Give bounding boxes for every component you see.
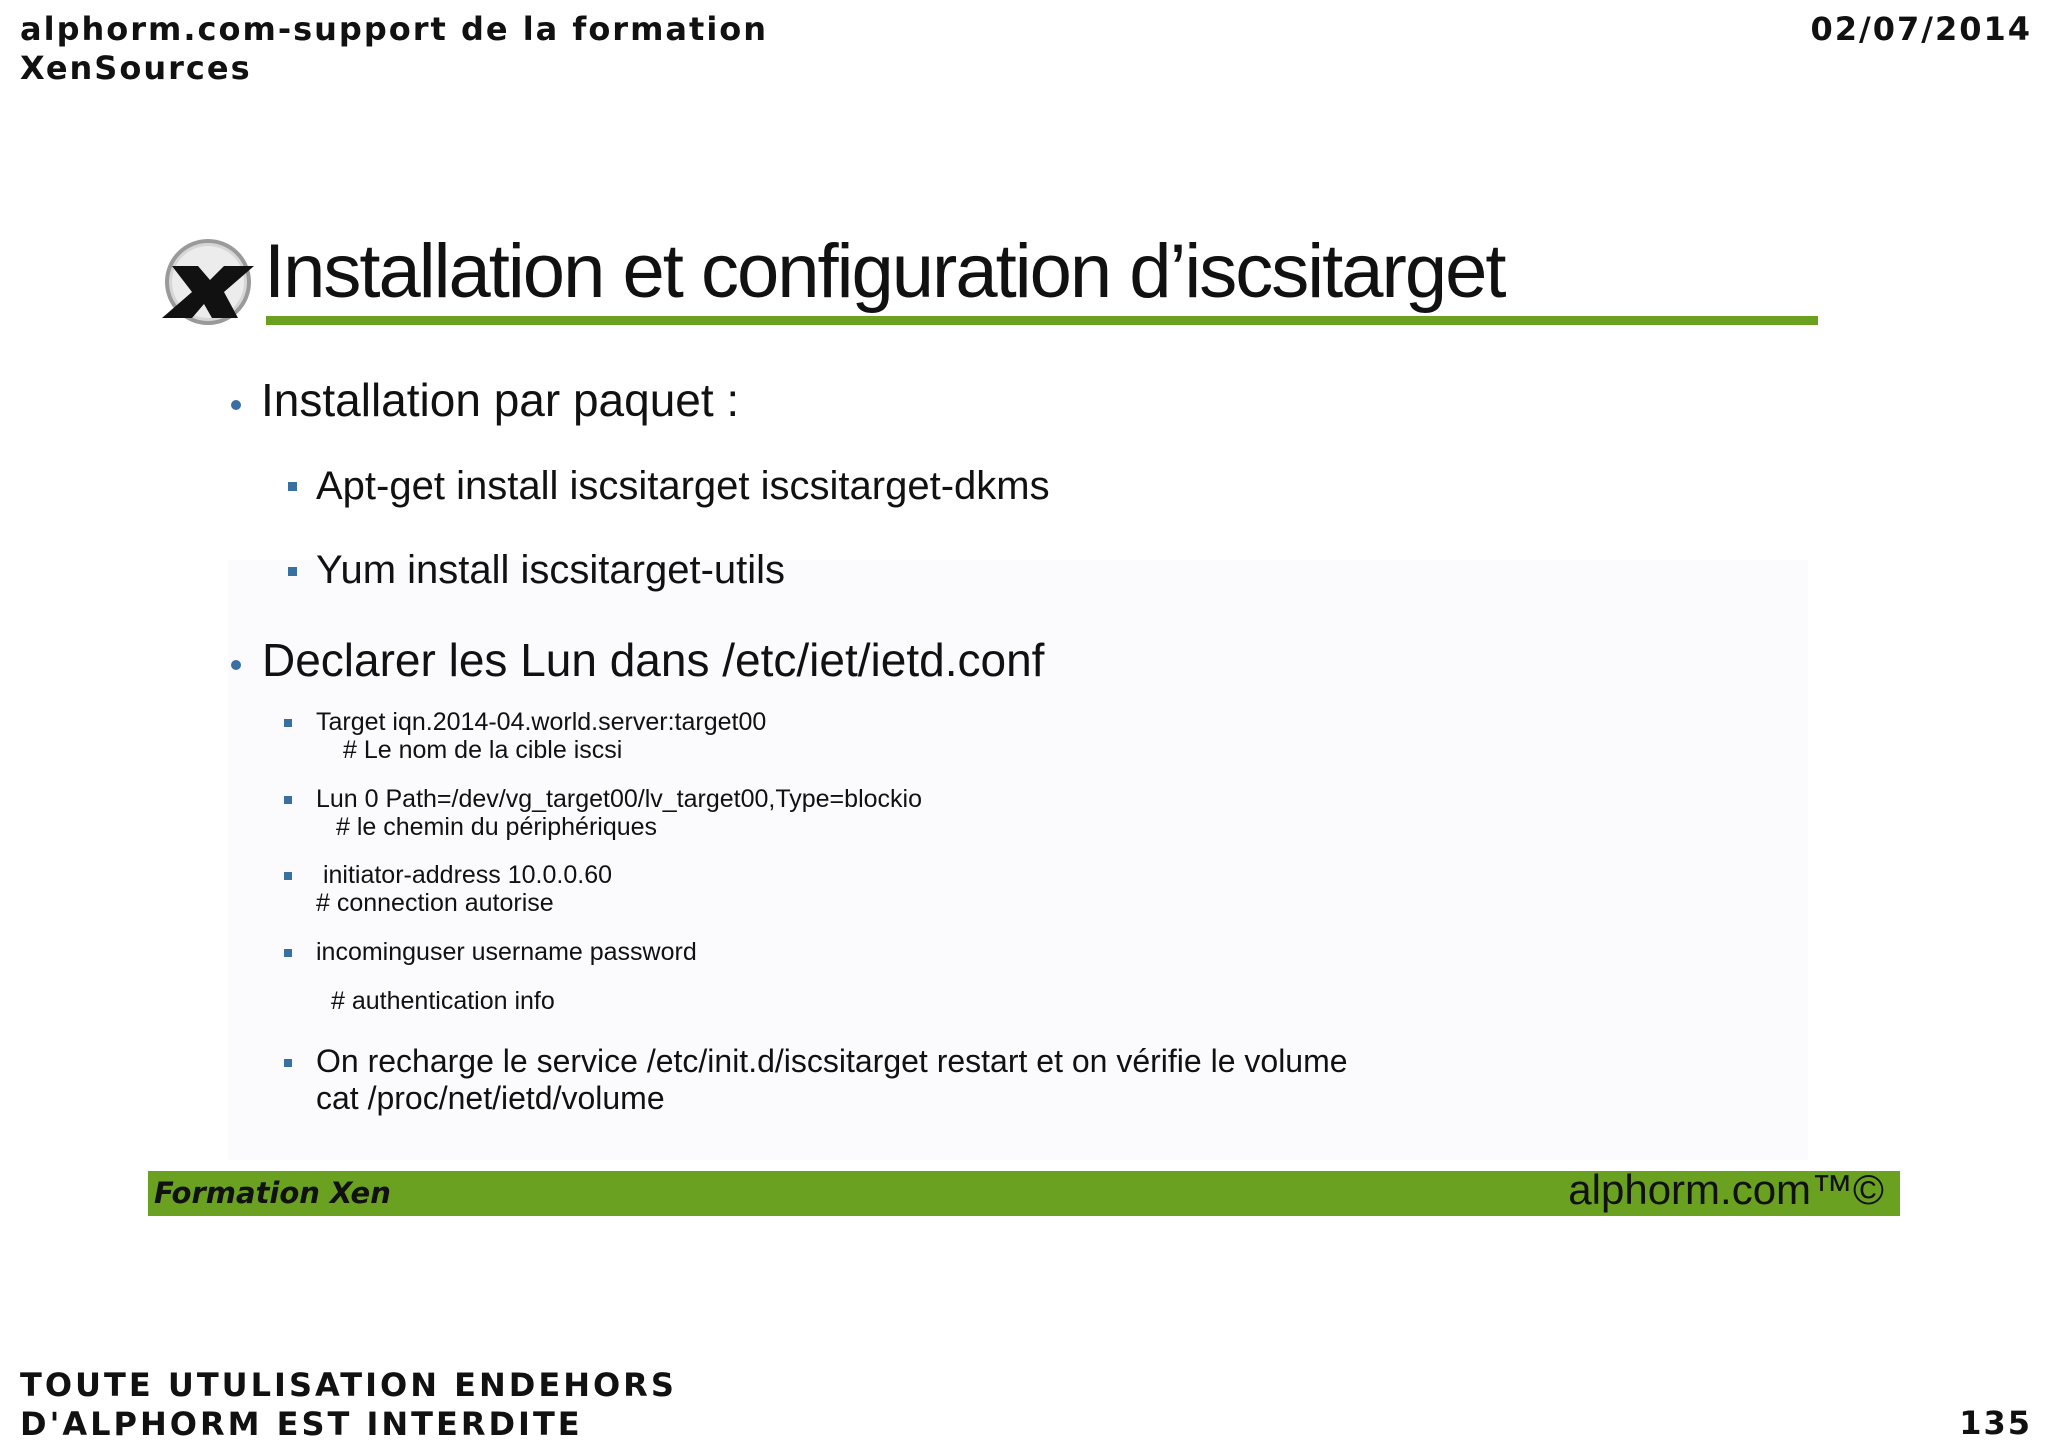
x-logo-icon	[158, 236, 258, 328]
subitem-yum: Yum install iscsitarget-utils	[316, 548, 786, 592]
page-date: 02/07/2014	[1810, 10, 2032, 48]
config-incominguser-comment: # authentication info	[331, 987, 555, 1015]
bullet-square	[284, 1059, 292, 1067]
bullet-square	[288, 567, 297, 576]
bullet-square	[284, 949, 292, 957]
config-target-comment: # Le nom de la cible iscsi	[343, 736, 623, 764]
footer-notice-line-2: D'ALPHORM EST INTERDITE	[20, 1405, 583, 1443]
footer-band-brand: alphorm.com™©	[1568, 1166, 1884, 1213]
bullet-square	[284, 796, 292, 804]
config-initiator-line: initiator-address 10.0.0.60	[316, 861, 613, 889]
bullet-square	[288, 482, 297, 491]
config-lun-line: Lun 0 Path=/dev/vg_target00/lv_target00,Type=blockio	[316, 785, 922, 813]
footer-band-course: Formation Xen	[154, 1176, 391, 1210]
page-number: 135	[1959, 1404, 2032, 1442]
page-header-left	[20, 10, 768, 88]
slide-footer-band	[148, 1166, 1900, 1216]
bullet-square	[284, 719, 292, 727]
bullet-dot	[231, 400, 241, 410]
title-underline	[266, 316, 1818, 325]
bullet-installation: Installation par paquet :	[261, 374, 740, 426]
config-initiator-comment: # connection autorise	[316, 889, 554, 917]
reload-service-command: cat /proc/net/ietd/volume	[316, 1080, 665, 1116]
reload-service-line: On recharge le service /etc/init.d/iscsitarget restart et on vérifie le volume	[316, 1043, 1348, 1079]
slide-title: Installation et configuration d’iscsitarget	[264, 229, 1505, 314]
config-lun-comment: # le chemin du périphériques	[336, 813, 658, 841]
bullet-declarer-lun: Declarer les Lun dans /etc/iet/ietd.conf	[262, 634, 1045, 686]
page-footer-notice	[20, 1366, 677, 1444]
header-line-1: alphorm.com-support de la formation	[20, 10, 769, 48]
config-incominguser-line: incominguser username password	[316, 938, 697, 966]
footer-notice-line-1: TOUTE UTULISATION ENDEHORS	[20, 1366, 677, 1404]
bullet-dot	[231, 660, 241, 670]
config-target-line: Target iqn.2014-04.world.server:target00	[316, 708, 767, 736]
bullet-square	[284, 872, 292, 880]
subitem-apt-get: Apt-get install iscsitarget iscsitarget-dkms	[316, 464, 1050, 508]
header-line-2: XenSources	[20, 49, 252, 87]
